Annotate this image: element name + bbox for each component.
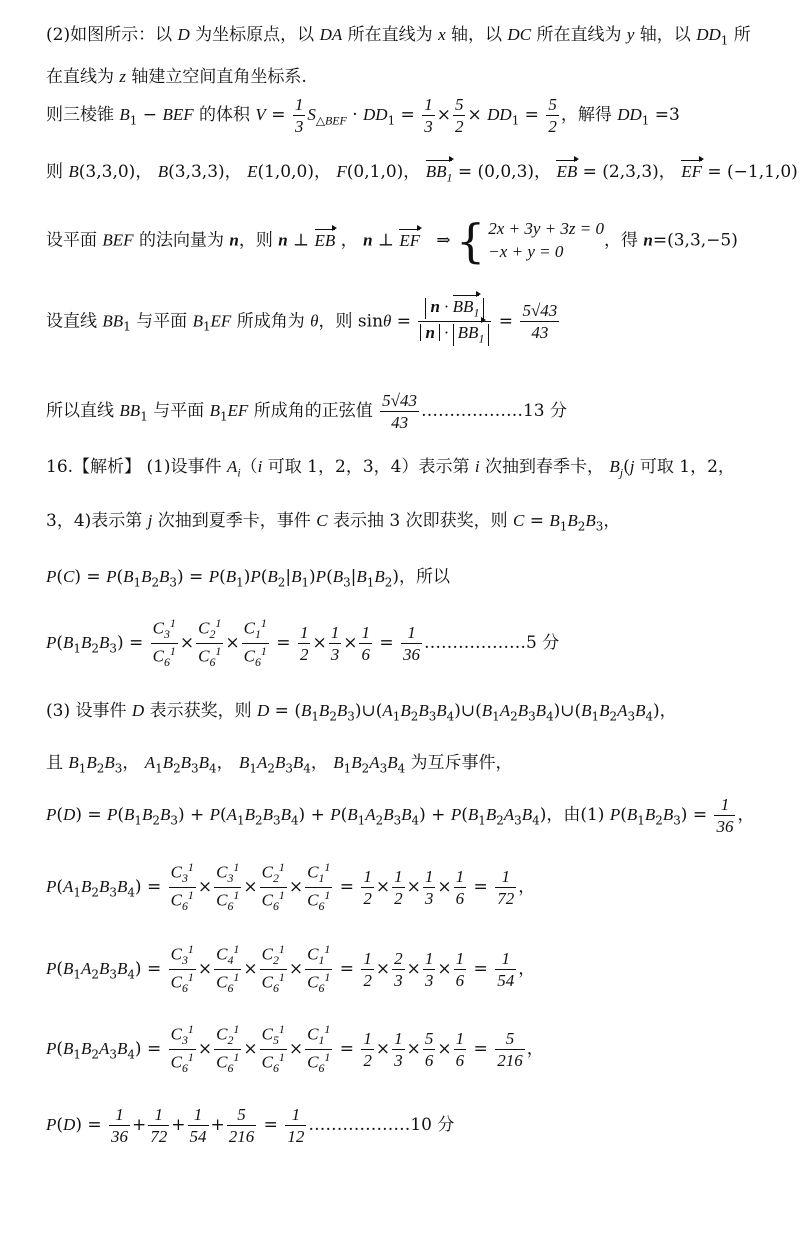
formula-line: 则三棱锥 $B_1$ − BEF 的体积 V = $\frac{1}{3}$ $S_{\triangle BEF} \cdot DD_1$ = $\frac{1}{3}$ × $\frac{5}{2}$ × $DD_1$ = $\frac{5}{2}$ ，解得 $DD_1 =3$ xyxy=(46,95,680,136)
formula-line: 设平面 BEF 的法向量为 n，则 n ⊥ EB ， n ⊥ EF ⇒ { 2x + 3y + 3z = 0 −x + y = 0，得 n=(3,3,−5) xyxy=(46,214,738,268)
text-line: 在直线为 z 轴建立空间直角坐标系. xyxy=(46,67,307,87)
text-line: 16.【解析】 (1)设事件 $A_i(i$ 可取 1，2，3，4）表示第 i 次抽到春季卡， $B_j(j$ 可取 1，2， xyxy=(46,457,735,480)
formula-line: $P(D) = P(B_1B_2B_3) + P(A_1B_2B_3B_4) + P(B_1A_2B_3B_4) + P(B_1B_2A_3B_4)$，由(1) $P(B_1B_2B_3)$ = $\frac{1}{36}$ ， xyxy=(46,795,755,836)
formula-line: $P(B_1A_2B_3B_4)$ = $\frac{C_3^1}{C_6^1}$ × $\frac{C_4^1}{C_6^1}$ × $\frac{C_2^1}{C_6^1}$ × $\frac{C_1^1}{C_6^1}$ = $\frac{1}{2}$ × $\frac{2}{3}$ × $\frac{1}{3}$ × $\frac{1}{6}$ = $\frac{1}{54}$ ， xyxy=(46,942,536,995)
text-line: 3，4)表示第 j 次抽到夏季卡，事件 C 表示抽 3 次即获奖，则 $C = B_1B_2B_3$， xyxy=(46,511,621,534)
formula-line: $P(B_1B_2B_3)$ = $\frac{C_3^1}{C_6^1}$ × $\frac{C_2^1}{C_6^1}$ × $\frac{C_1^1}{C_6^1}$ = $\frac{1}{2}$ × $\frac{1}{3}$ × $\frac{1}{6}$ = $\frac{1}{36}$ ………………5 分 xyxy=(46,616,560,669)
formula-line: 则 B(3,3,0)， B(3,3,3)， E(1,0,0)， F(0,1,0)， $BB_1 = (0,0,3)$， EB = (2,3,3)， EF = (−1,1,0) xyxy=(46,162,798,185)
formula-line: $P(B_1B_2A_3B_4)$ = $\frac{C_3^1}{C_6^1}$ × $\frac{C_2^1}{C_6^1}$ × $\frac{C_5^1}{C_6^1}$ × $\frac{C_1^1}{C_6^1}$ = $\frac{1}{2}$ × $\frac{1}{3}$ × $\frac{5}{6}$ × $\frac{1}{6}$ = $\frac{5}{216}$ ， xyxy=(46,1022,544,1075)
formula-line: $P(C) = P(B_1B_2B_3) = P(B_1)P(B_2|B_1)P(B_3|B_1B_2)$，所以 xyxy=(46,567,450,590)
formula-line: $P(A_1B_2B_3B_4)$ = $\frac{C_3^1}{C_6^1}$ × $\frac{C_3^1}{C_6^1}$ × $\frac{C_2^1}{C_6^1}$ × $\frac{C_1^1}{C_6^1}$ = $\frac{1}{2}$ × $\frac{1}{2}$ × $\frac{1}{3}$ × $\frac{1}{6}$ = $\frac{1}{72}$ ， xyxy=(46,860,536,913)
formula-line: (3) 设事件 D 表示获奖，则 $D = (B_1B_2B_3)\cup(A_1B_2B_3B_4)\cup(B_1A_2B_3B_4)\cup(B_1B_2A_3B_4)$， xyxy=(46,701,677,724)
formula-line: 所以直线 $BB_1$ 与平面 $B_1EF$ 所成角的正弦值 $\frac{5√43}{43}$ ………………13 分 xyxy=(46,391,568,432)
formula-line: P(D) = $\frac{1}{36}$ + $\frac{1}{72}$ + $\frac{1}{54}$ + $\frac{5}{216}$ = $\frac{1}{12}$ ………………10 分 xyxy=(46,1105,455,1146)
text-line: 且 $B_1B_2B_3$， $A_1B_2B_3B_4$， $B_1A_2B_3B_4$， $B_1B_2A_3B_4$ 为互斥事件， xyxy=(46,753,513,776)
text-line: (2)如图所示：以 D 为坐标原点，以 DA 所在直线为 x 轴，以 DC 所在直线为 y 轴，以 $DD_1$ 所 xyxy=(46,25,751,48)
formula-line: 设直线 $BB_1$ 与平面 $B_1EF$ 所成角为 θ，则 sinθ = $\frac{n \cdot BB_1}{n \cdot BB_1}$ = $\frac{5√43}{43}$ xyxy=(46,297,558,346)
